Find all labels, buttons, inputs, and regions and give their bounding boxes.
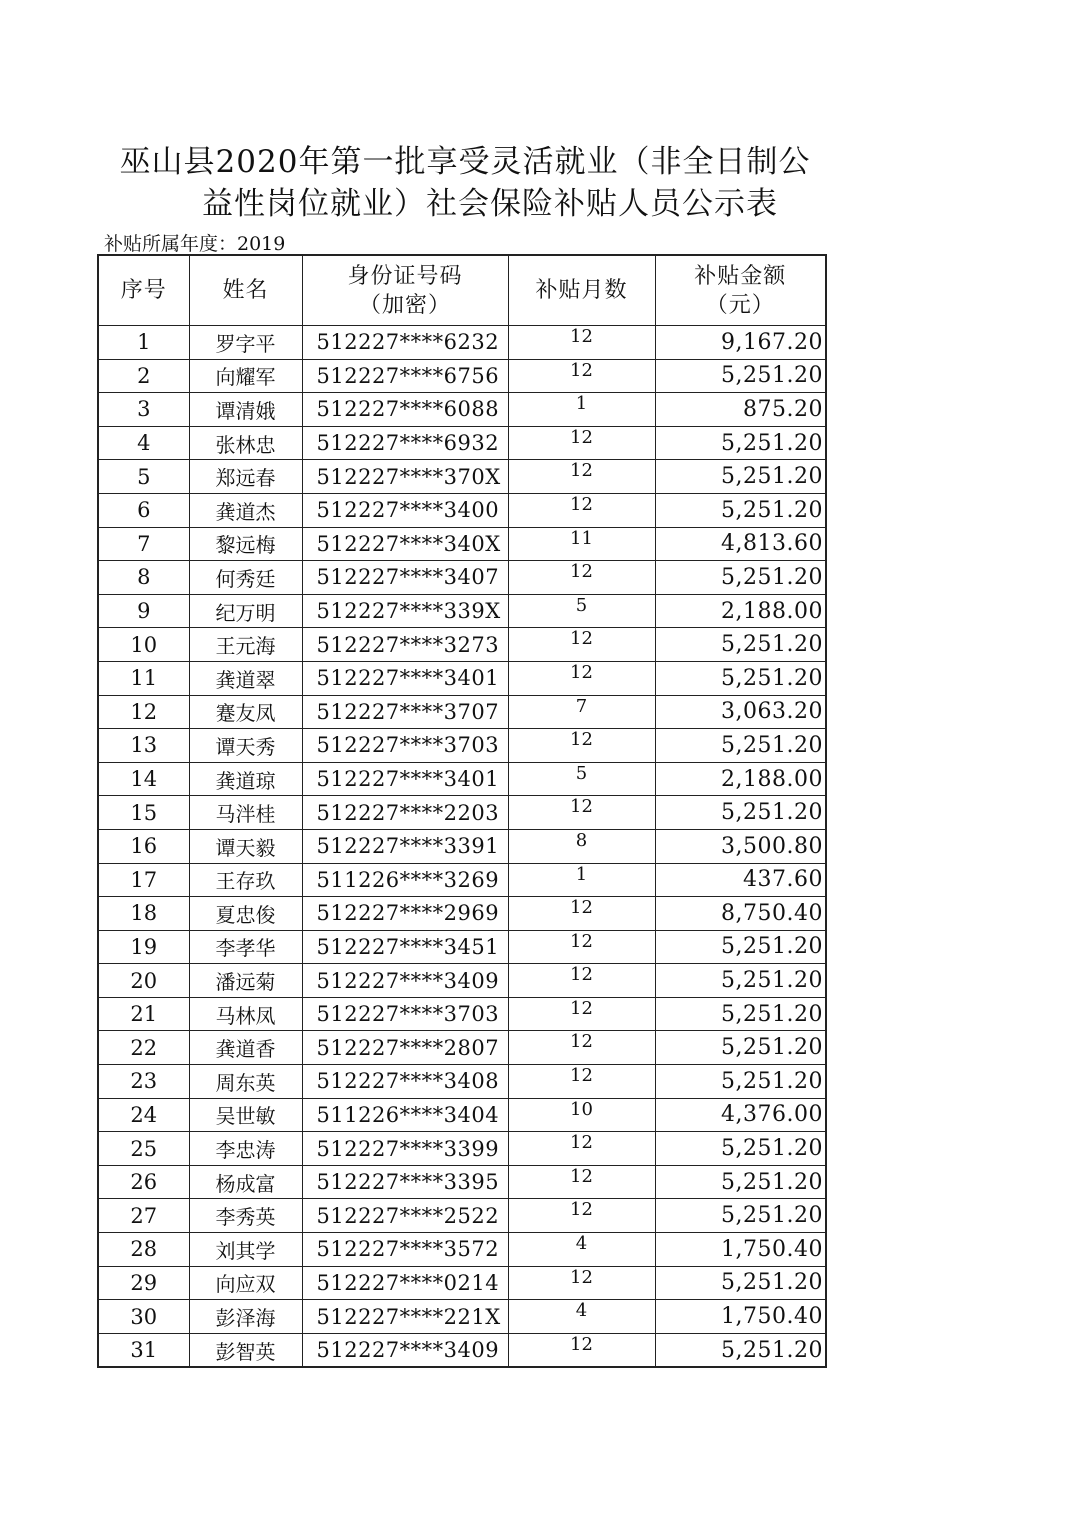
cell-name: 罗字平 — [189, 326, 302, 360]
table-row — [98, 460, 826, 494]
cell-name: 向应双 — [189, 1266, 302, 1300]
cell-amount: 8,750.40 — [655, 897, 826, 931]
table-row — [98, 964, 826, 998]
cell-name: 杨成富 — [189, 1165, 302, 1199]
cell-name: 周东英 — [189, 1065, 302, 1099]
table-row — [98, 1065, 826, 1099]
cell-amount: 5,251.20 — [655, 1333, 826, 1367]
cell-name: 马林凤 — [189, 997, 302, 1031]
cell-no: 11 — [98, 661, 189, 695]
cell-id-number: 512227****3399 — [302, 1132, 508, 1166]
cell-id-number: 512227****2807 — [302, 1031, 508, 1065]
cell-name: 谭清娥 — [189, 393, 302, 427]
cell-name: 李秀英 — [189, 1199, 302, 1233]
cell-amount: 5,251.20 — [655, 997, 826, 1031]
table-row — [98, 729, 826, 763]
page-title-line-1: 巫山县2020年第一批享受灵活就业（非全日制公 — [119, 144, 811, 180]
cell-months: 12 — [508, 561, 655, 595]
cell-months: 12 — [508, 628, 655, 662]
cell-name: 王元海 — [189, 628, 302, 662]
cell-name: 夏忠俊 — [189, 897, 302, 931]
cell-amount: 5,251.20 — [655, 1165, 826, 1199]
cell-no: 19 — [98, 930, 189, 964]
table-row — [98, 997, 826, 1031]
cell-months: 12 — [508, 493, 655, 527]
cell-months: 11 — [508, 527, 655, 561]
cell-months: 4 — [508, 1300, 655, 1334]
cell-amount: 5,251.20 — [655, 561, 826, 595]
cell-months: 12 — [508, 997, 655, 1031]
cell-amount: 4,813.60 — [655, 527, 826, 561]
table-body — [98, 326, 826, 1368]
table-row — [98, 1199, 826, 1233]
cell-months: 5 — [508, 762, 655, 796]
cell-no: 4 — [98, 426, 189, 460]
header-amount-line-1: 补贴金额 — [694, 263, 787, 289]
cell-id-number: 512227****3451 — [302, 930, 508, 964]
table-row — [98, 493, 826, 527]
table-row — [98, 628, 826, 662]
cell-no: 2 — [98, 359, 189, 393]
cell-amount: 5,251.20 — [655, 661, 826, 695]
cell-no: 10 — [98, 628, 189, 662]
cell-amount: 2,188.00 — [655, 594, 826, 628]
cell-no: 14 — [98, 762, 189, 796]
cell-amount: 5,251.20 — [655, 1132, 826, 1166]
cell-months: 12 — [508, 1165, 655, 1199]
cell-id-number: 512227****3409 — [302, 1333, 508, 1367]
cell-months: 7 — [508, 695, 655, 729]
table-row — [98, 359, 826, 393]
table-row — [98, 796, 826, 830]
cell-name: 彭智英 — [189, 1333, 302, 1367]
cell-amount: 1,750.40 — [655, 1233, 826, 1267]
cell-id-number: 512227****221X — [302, 1300, 508, 1334]
cell-months: 12 — [508, 1031, 655, 1065]
cell-amount: 9,167.20 — [655, 326, 826, 360]
cell-id-number: 512227****3407 — [302, 561, 508, 595]
subsidy-table — [97, 254, 827, 1368]
cell-no: 21 — [98, 997, 189, 1031]
cell-months: 12 — [508, 359, 655, 393]
cell-no: 16 — [98, 829, 189, 863]
cell-id-number: 512227****2522 — [302, 1199, 508, 1233]
cell-id-number: 512227****3395 — [302, 1165, 508, 1199]
cell-months: 12 — [508, 1333, 655, 1367]
cell-name: 龚道琼 — [189, 762, 302, 796]
cell-id-number: 512227****0214 — [302, 1266, 508, 1300]
cell-amount: 2,188.00 — [655, 762, 826, 796]
cell-name: 蹇友凤 — [189, 695, 302, 729]
cell-amount: 5,251.20 — [655, 930, 826, 964]
cell-id-number: 512227****3703 — [302, 997, 508, 1031]
cell-name: 李孝华 — [189, 930, 302, 964]
cell-amount: 5,251.20 — [655, 359, 826, 393]
cell-no: 13 — [98, 729, 189, 763]
cell-id-number: 512227****370X — [302, 460, 508, 494]
cell-id-number: 512227****3401 — [302, 762, 508, 796]
cell-months: 12 — [508, 796, 655, 830]
cell-months: 12 — [508, 729, 655, 763]
table-row — [98, 829, 826, 863]
table-row — [98, 527, 826, 561]
cell-name: 王存玖 — [189, 863, 302, 897]
cell-amount: 3,500.80 — [655, 829, 826, 863]
cell-id-number: 512227****6932 — [302, 426, 508, 460]
header-months: 补贴月数 — [508, 255, 655, 326]
cell-amount: 1,750.40 — [655, 1300, 826, 1334]
table-row — [98, 930, 826, 964]
cell-amount: 5,251.20 — [655, 1199, 826, 1233]
table-row — [98, 1031, 826, 1065]
cell-amount: 5,251.20 — [655, 628, 826, 662]
cell-no: 29 — [98, 1266, 189, 1300]
cell-id-number: 512227****340X — [302, 527, 508, 561]
cell-amount: 5,251.20 — [655, 964, 826, 998]
cell-id-number: 512227****6232 — [302, 326, 508, 360]
cell-no: 6 — [98, 493, 189, 527]
cell-id-number: 511226****3269 — [302, 863, 508, 897]
cell-name: 谭天毅 — [189, 829, 302, 863]
cell-no: 1 — [98, 326, 189, 360]
cell-months: 12 — [508, 460, 655, 494]
table-row — [98, 426, 826, 460]
cell-id-number: 512227****3401 — [302, 661, 508, 695]
cell-months: 1 — [508, 863, 655, 897]
cell-no: 26 — [98, 1165, 189, 1199]
header-amount-line-2: （元） — [705, 292, 775, 318]
cell-id-number: 512227****2203 — [302, 796, 508, 830]
cell-amount: 5,251.20 — [655, 1266, 826, 1300]
cell-amount: 5,251.20 — [655, 796, 826, 830]
cell-name: 郑远春 — [189, 460, 302, 494]
header-amount — [655, 255, 826, 326]
cell-name: 龚道翠 — [189, 661, 302, 695]
cell-name: 潘远菊 — [189, 964, 302, 998]
cell-name: 何秀廷 — [189, 561, 302, 595]
table-row — [98, 1165, 826, 1199]
cell-no: 7 — [98, 527, 189, 561]
header-no: 序号 — [98, 255, 189, 326]
page-title-line-2: 益性岗位就业）社会保险补贴人员公示表 — [202, 186, 778, 222]
cell-no: 20 — [98, 964, 189, 998]
cell-id-number: 512227****3572 — [302, 1233, 508, 1267]
cell-no: 9 — [98, 594, 189, 628]
cell-id-number: 512227****3273 — [302, 628, 508, 662]
cell-no: 25 — [98, 1132, 189, 1166]
cell-amount: 437.60 — [655, 863, 826, 897]
header-id — [302, 255, 508, 326]
cell-amount: 5,251.20 — [655, 460, 826, 494]
cell-id-number: 512227****3703 — [302, 729, 508, 763]
cell-months: 8 — [508, 829, 655, 863]
cell-months: 4 — [508, 1233, 655, 1267]
cell-months: 1 — [508, 393, 655, 427]
cell-months: 12 — [508, 1132, 655, 1166]
cell-amount: 5,251.20 — [655, 1031, 826, 1065]
cell-months: 12 — [508, 661, 655, 695]
cell-amount: 5,251.20 — [655, 729, 826, 763]
cell-months: 12 — [508, 326, 655, 360]
cell-name: 吴世敏 — [189, 1098, 302, 1132]
cell-amount: 875.20 — [655, 393, 826, 427]
cell-name: 刘其学 — [189, 1233, 302, 1267]
cell-id-number: 512227****339X — [302, 594, 508, 628]
table-row — [98, 561, 826, 595]
cell-months: 12 — [508, 426, 655, 460]
cell-no: 28 — [98, 1233, 189, 1267]
cell-id-number: 511226****3404 — [302, 1098, 508, 1132]
table-header-row — [98, 255, 826, 326]
cell-id-number: 512227****3707 — [302, 695, 508, 729]
cell-id-number: 512227****3409 — [302, 964, 508, 998]
cell-id-number: 512227****3408 — [302, 1065, 508, 1099]
table-row — [98, 1300, 826, 1334]
header-id-line-1: 身份证号码 — [347, 263, 463, 289]
table-row — [98, 661, 826, 695]
cell-no: 22 — [98, 1031, 189, 1065]
cell-no: 30 — [98, 1300, 189, 1334]
cell-months: 5 — [508, 594, 655, 628]
cell-name: 张林忠 — [189, 426, 302, 460]
cell-no: 5 — [98, 460, 189, 494]
cell-no: 31 — [98, 1333, 189, 1367]
table-row — [98, 1266, 826, 1300]
cell-amount: 5,251.20 — [655, 1065, 826, 1099]
cell-name: 谭天秀 — [189, 729, 302, 763]
cell-no: 27 — [98, 1199, 189, 1233]
cell-no: 23 — [98, 1065, 189, 1099]
cell-months: 12 — [508, 930, 655, 964]
table-row — [98, 1333, 826, 1367]
table-row — [98, 762, 826, 796]
subsidy-year-label: 补贴所属年度：2019 — [104, 233, 286, 255]
cell-name: 彭泽海 — [189, 1300, 302, 1334]
cell-months: 12 — [508, 1199, 655, 1233]
cell-no: 18 — [98, 897, 189, 931]
table-row — [98, 393, 826, 427]
cell-name: 纪万明 — [189, 594, 302, 628]
table-row — [98, 863, 826, 897]
table-row — [98, 1098, 826, 1132]
table-row — [98, 897, 826, 931]
cell-months: 12 — [508, 1266, 655, 1300]
cell-id-number: 512227****3400 — [302, 493, 508, 527]
header-name: 姓名 — [189, 255, 302, 326]
cell-no: 3 — [98, 393, 189, 427]
cell-no: 12 — [98, 695, 189, 729]
cell-months: 12 — [508, 897, 655, 931]
header-id-line-2: （加密） — [358, 292, 451, 318]
cell-amount: 5,251.20 — [655, 426, 826, 460]
cell-no: 17 — [98, 863, 189, 897]
cell-no: 15 — [98, 796, 189, 830]
cell-name: 李忠涛 — [189, 1132, 302, 1166]
table-row — [98, 326, 826, 360]
cell-id-number: 512227****6088 — [302, 393, 508, 427]
cell-name: 龚道香 — [189, 1031, 302, 1065]
cell-months: 12 — [508, 964, 655, 998]
table-row — [98, 695, 826, 729]
cell-name: 马泮桂 — [189, 796, 302, 830]
cell-id-number: 512227****6756 — [302, 359, 508, 393]
table-row — [98, 1233, 826, 1267]
cell-name: 龚道杰 — [189, 493, 302, 527]
table-row — [98, 594, 826, 628]
cell-no: 8 — [98, 561, 189, 595]
cell-months: 12 — [508, 1065, 655, 1099]
cell-id-number: 512227****3391 — [302, 829, 508, 863]
cell-name: 向耀军 — [189, 359, 302, 393]
cell-no: 24 — [98, 1098, 189, 1132]
cell-name: 黎远梅 — [189, 527, 302, 561]
cell-amount: 5,251.20 — [655, 493, 826, 527]
cell-id-number: 512227****2969 — [302, 897, 508, 931]
cell-months: 10 — [508, 1098, 655, 1132]
cell-amount: 3,063.20 — [655, 695, 826, 729]
table-row — [98, 1132, 826, 1166]
cell-amount: 4,376.00 — [655, 1098, 826, 1132]
